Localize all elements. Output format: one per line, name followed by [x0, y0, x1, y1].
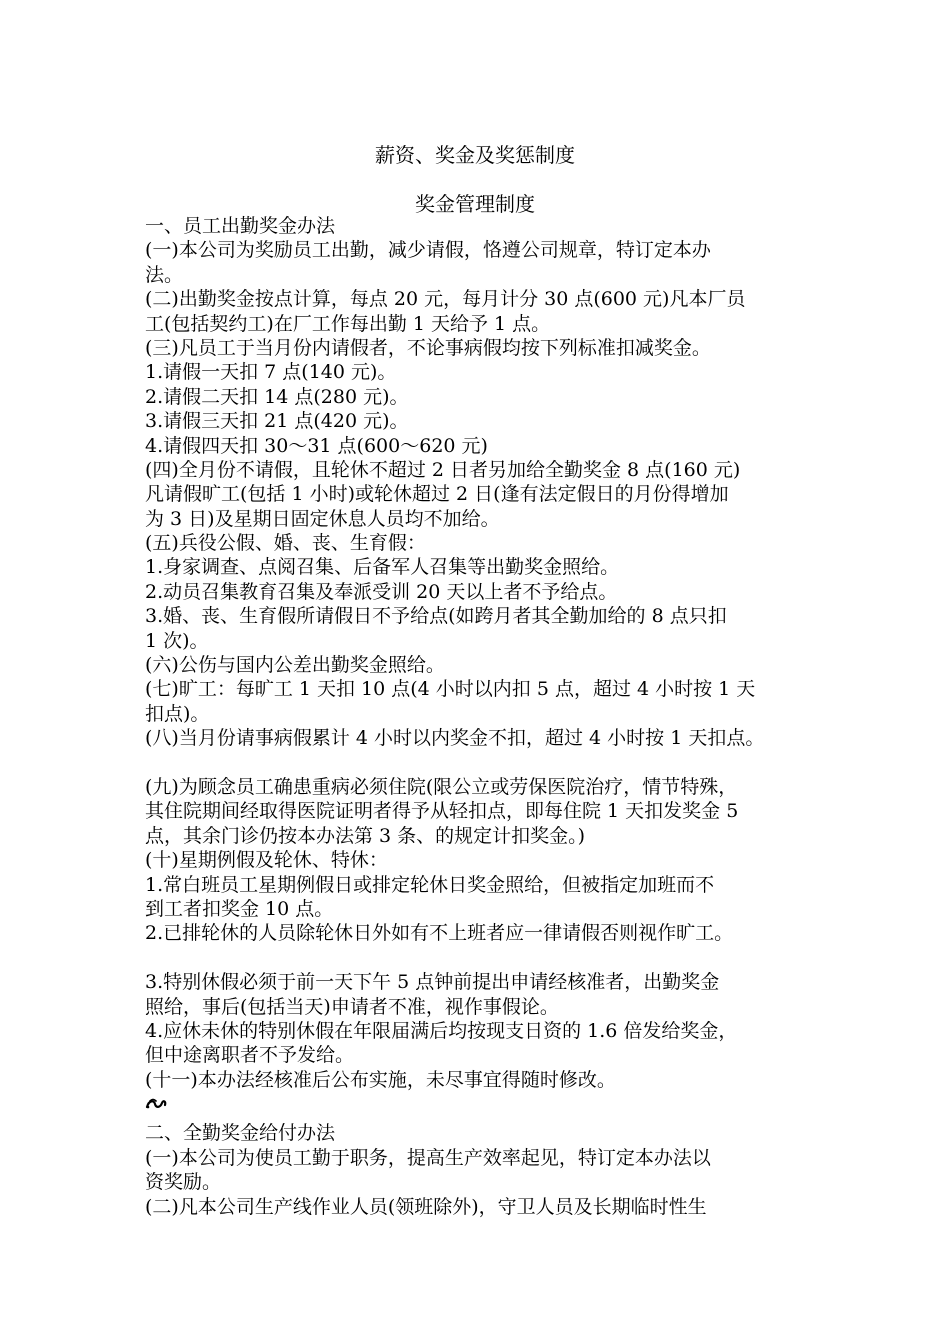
paragraph-line: (一)本公司为使员工勤于职务，提高生产效率起见，特订定本办法以 — [145, 1146, 711, 1169]
section-heading: 二、全勤奖金给付办法 — [145, 1122, 336, 1145]
paragraph-line: 资奖励。 — [145, 1171, 222, 1194]
paragraph-line: (一)本公司为奖励员工出勤，减少请假，恪遵公司规章，特订定本办 — [145, 239, 711, 262]
paragraph-line: 工(包括契约工)在厂工作每出勤 1 天给予 1 点。 — [145, 312, 551, 335]
blank-line — [145, 946, 845, 970]
list-item: 3.特别休假必须于前一天下午 5 点钟前提出申请经核准者，出勤奖金 — [145, 971, 720, 994]
paragraph-line: (五)兵役公假、婚、丧、生育假： — [145, 532, 426, 555]
list-item: 照给，事后(包括当天)申请者不准，视作事假论。 — [145, 995, 559, 1018]
list-item: 1.常白班员工星期例假日或排定轮休日奖金照给，但被指定加班而不 — [145, 873, 715, 896]
paragraph-line: (四)全月份不请假，且轮休不超过 2 日者另加给全勤奖金 8 点(160 元) — [145, 458, 741, 481]
ornament-squiggle-icon — [145, 1097, 169, 1121]
document-title: 薪资、奖金及奖惩制度 — [375, 143, 575, 167]
document-subtitle: 奖金管理制度 — [415, 192, 535, 216]
paragraph-line: (十一)本办法经核准后公布实施，未尽事宜得随时修改。 — [145, 1068, 616, 1091]
paragraph-line: (七)旷工：每旷工 1 天扣 10 点(4 小时以内扣 5 点，超过 4 小时按 1 天 — [145, 678, 756, 701]
list-item: 1.请假一天扣 7 点(140 元)。 — [145, 361, 397, 384]
paragraph-line: (二)凡本公司生产线作业人员(领班除外)，守卫人员及长期临时性生 — [145, 1195, 707, 1218]
paragraph-line: 凡请假旷工(包括 1 小时)或轮休超过 2 日(逢有法定假日的月份得增加 — [145, 483, 729, 506]
list-item: 1 次)。 — [145, 629, 209, 652]
list-item: 1.身家调查、点阅召集、后备军人召集等出勤奖金照给。 — [145, 556, 620, 579]
paragraph-line: (二)出勤奖金按点计算，每点 20 元，每月计分 30 点(600 元)凡本厂员 — [145, 288, 746, 311]
blank-line — [145, 751, 845, 775]
paragraph-line: (九)为顾念员工确患重病必须住院(限公立或劳保医院治疗，情节特殊， — [145, 775, 738, 798]
list-item: 2.动员召集教育召集及奉派受训 20 天以上者不予给点。 — [145, 580, 618, 603]
paragraph-line: (八)当月份请事病假累计 4 小时以内奖金不扣，超过 4 小时按 1 天扣点。 — [145, 727, 765, 750]
list-item: 3.请假三天扣 21 点(420 元)。 — [145, 410, 409, 433]
list-item: 2.已排轮休的人员除轮休日外如有不上班者应一律请假否则视作旷工。 — [145, 922, 734, 945]
paragraph-line: 点，其余门诊仍按本办法第 3 条、的规定计扣奖金。) — [145, 824, 586, 847]
paragraph-line: 为 3 日)及星期日固定休息人员均不加给。 — [145, 507, 500, 530]
list-item: 但中途离职者不予发给。 — [145, 1044, 355, 1067]
list-item: 2.请假二天扣 14 点(280 元)。 — [145, 385, 409, 408]
paragraph-line: 其住院期间经取得医院证明者得予从轻扣点，即每住院 1 天扣发奖金 5 — [145, 800, 739, 823]
section-heading: 一、员工出勤奖金办法 — [145, 215, 336, 237]
list-item: 4.应休未休的特别休假在年限届满后均按现支日资的 1.6 倍发给奖金， — [145, 1019, 738, 1042]
paragraph-line: (十)星期例假及轮休、特休： — [145, 849, 388, 872]
list-item: 到工者扣奖金 10 点。 — [145, 897, 334, 920]
paragraph-line: 扣点)。 — [145, 702, 210, 725]
paragraph-line: (三)凡员工于当月份内请假者，不论事病假均按下列标准扣减奖金。 — [145, 336, 711, 359]
list-item: 3.婚、丧、生育假所请假日不予给点(如跨月者其全勤加给的 8 点只扣 — [145, 605, 727, 628]
paragraph-line: 法。 — [145, 263, 184, 286]
document-body — [145, 214, 845, 1219]
paragraph-line: (六)公伤与国内公差出勤奖金照给。 — [145, 654, 445, 677]
list-item: 4.请假四天扣 30～31 点(600～620 元) — [145, 434, 488, 457]
